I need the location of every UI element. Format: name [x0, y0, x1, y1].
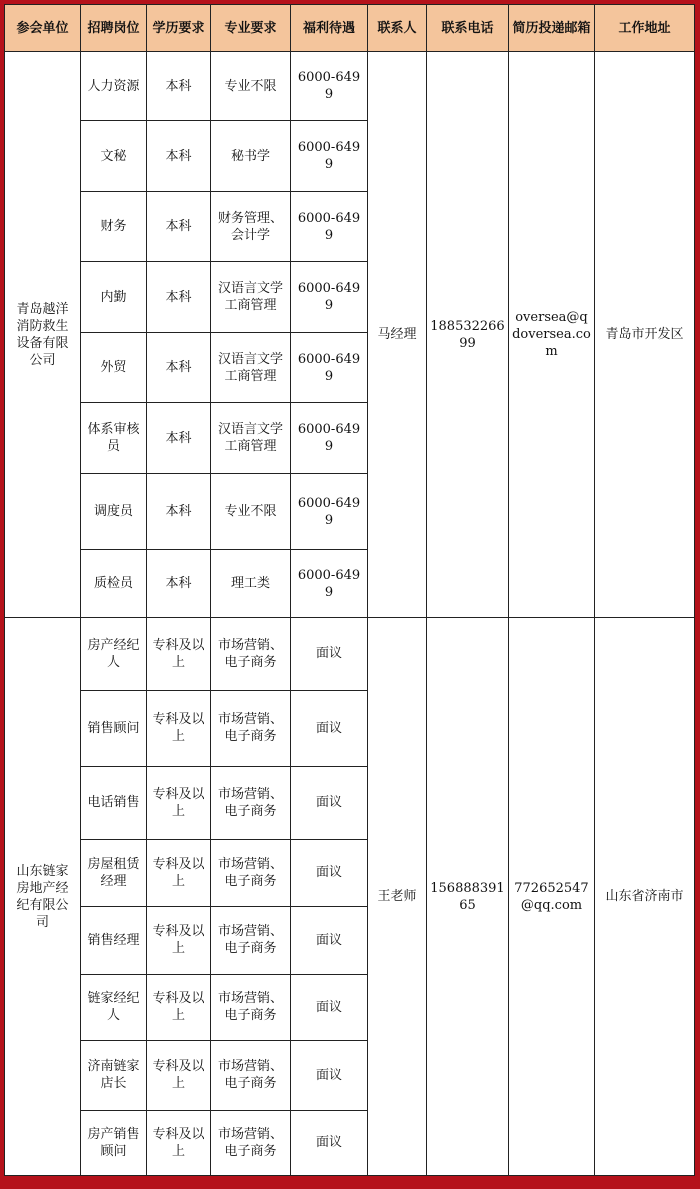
position-title: 销售经理 — [81, 906, 147, 974]
position-title: 财务 — [81, 192, 147, 262]
major-requirement: 财务管理、会计学 — [211, 192, 291, 262]
major-requirement: 专业不限 — [211, 52, 291, 121]
major-requirement: 市场营销、电子商务 — [211, 1110, 291, 1175]
contact-phone: 15688839165 — [427, 618, 509, 1176]
major-requirement: 汉语言文学工商管理 — [211, 403, 291, 474]
position-title: 文秘 — [81, 121, 147, 192]
education-requirement: 专科及以上 — [147, 906, 211, 974]
header-education: 学历要求 — [147, 5, 211, 52]
position-title: 销售顾问 — [81, 690, 147, 766]
header-address: 工作地址 — [595, 5, 695, 52]
position-title: 调度员 — [81, 474, 147, 550]
salary: 6000-6499 — [291, 262, 368, 333]
education-requirement: 本科 — [147, 474, 211, 550]
contact-person: 王老师 — [368, 618, 427, 1176]
table-row — [5, 618, 695, 690]
resume-email[interactable]: oversea@qdoversea.com — [509, 52, 595, 618]
salary: 面议 — [291, 906, 368, 974]
salary: 面议 — [291, 1110, 368, 1175]
major-requirement: 市场营销、电子商务 — [211, 690, 291, 766]
education-requirement: 本科 — [147, 550, 211, 618]
salary: 6000-6499 — [291, 403, 368, 474]
major-requirement: 理工类 — [211, 550, 291, 618]
company-name: 山东链家房地产经纪有限公司 — [5, 618, 81, 1176]
position-title: 房屋租赁经理 — [81, 839, 147, 906]
header-company: 参会单位 — [5, 5, 81, 52]
position-title: 房产经纪人 — [81, 618, 147, 690]
position-title: 电话销售 — [81, 766, 147, 839]
education-requirement: 本科 — [147, 52, 211, 121]
contact-person: 马经理 — [368, 52, 427, 618]
position-title: 体系审核员 — [81, 403, 147, 474]
major-requirement: 汉语言文学工商管理 — [211, 262, 291, 333]
salary: 6000-6499 — [291, 550, 368, 618]
education-requirement: 专科及以上 — [147, 1040, 211, 1110]
education-requirement: 专科及以上 — [147, 839, 211, 906]
salary: 6000-6499 — [291, 333, 368, 403]
recruitment-table-frame — [4, 4, 694, 1176]
education-requirement: 专科及以上 — [147, 974, 211, 1040]
salary: 面议 — [291, 1040, 368, 1110]
salary: 面议 — [291, 974, 368, 1040]
header-major: 专业要求 — [211, 5, 291, 52]
resume-email[interactable]: 772652547@qq.com — [509, 618, 595, 1176]
education-requirement: 本科 — [147, 192, 211, 262]
work-address: 青岛市开发区 — [595, 52, 695, 618]
header-phone: 联系电话 — [427, 5, 509, 52]
education-requirement: 专科及以上 — [147, 618, 211, 690]
header-row — [5, 5, 695, 52]
salary: 6000-6499 — [291, 52, 368, 121]
major-requirement: 专业不限 — [211, 474, 291, 550]
major-requirement: 市场营销、电子商务 — [211, 618, 291, 690]
salary: 面议 — [291, 618, 368, 690]
contact-phone: 18853226699 — [427, 52, 509, 618]
major-requirement: 市场营销、电子商务 — [211, 1040, 291, 1110]
work-address: 山东省济南市 — [595, 618, 695, 1176]
bottom-border-strip — [0, 1176, 700, 1189]
major-requirement: 市场营销、电子商务 — [211, 839, 291, 906]
position-title: 外贸 — [81, 333, 147, 403]
company-name: 青岛越洋消防救生设备有限公司 — [5, 52, 81, 618]
salary: 6000-6499 — [291, 474, 368, 550]
salary: 6000-6499 — [291, 121, 368, 192]
major-requirement: 秘书学 — [211, 121, 291, 192]
position-title: 质检员 — [81, 550, 147, 618]
major-requirement: 市场营销、电子商务 — [211, 906, 291, 974]
header-email: 简历投递邮箱 — [509, 5, 595, 52]
education-requirement: 本科 — [147, 403, 211, 474]
position-title: 内勤 — [81, 262, 147, 333]
position-title: 房产销售顾问 — [81, 1110, 147, 1175]
education-requirement: 专科及以上 — [147, 690, 211, 766]
position-title: 人力资源 — [81, 52, 147, 121]
major-requirement: 市场营销、电子商务 — [211, 766, 291, 839]
position-title: 链家经纪人 — [81, 974, 147, 1040]
salary: 6000-6499 — [291, 192, 368, 262]
education-requirement: 本科 — [147, 262, 211, 333]
education-requirement: 本科 — [147, 333, 211, 403]
major-requirement: 市场营销、电子商务 — [211, 974, 291, 1040]
position-title: 济南链家店长 — [81, 1040, 147, 1110]
education-requirement: 本科 — [147, 121, 211, 192]
education-requirement: 专科及以上 — [147, 766, 211, 839]
major-requirement: 汉语言文学工商管理 — [211, 333, 291, 403]
recruitment-table — [4, 4, 695, 1176]
header-contact: 联系人 — [368, 5, 427, 52]
salary: 面议 — [291, 839, 368, 906]
salary: 面议 — [291, 690, 368, 766]
header-salary: 福利待遇 — [291, 5, 368, 52]
education-requirement: 专科及以上 — [147, 1110, 211, 1175]
salary: 面议 — [291, 766, 368, 839]
table-row — [5, 52, 695, 121]
header-position: 招聘岗位 — [81, 5, 147, 52]
